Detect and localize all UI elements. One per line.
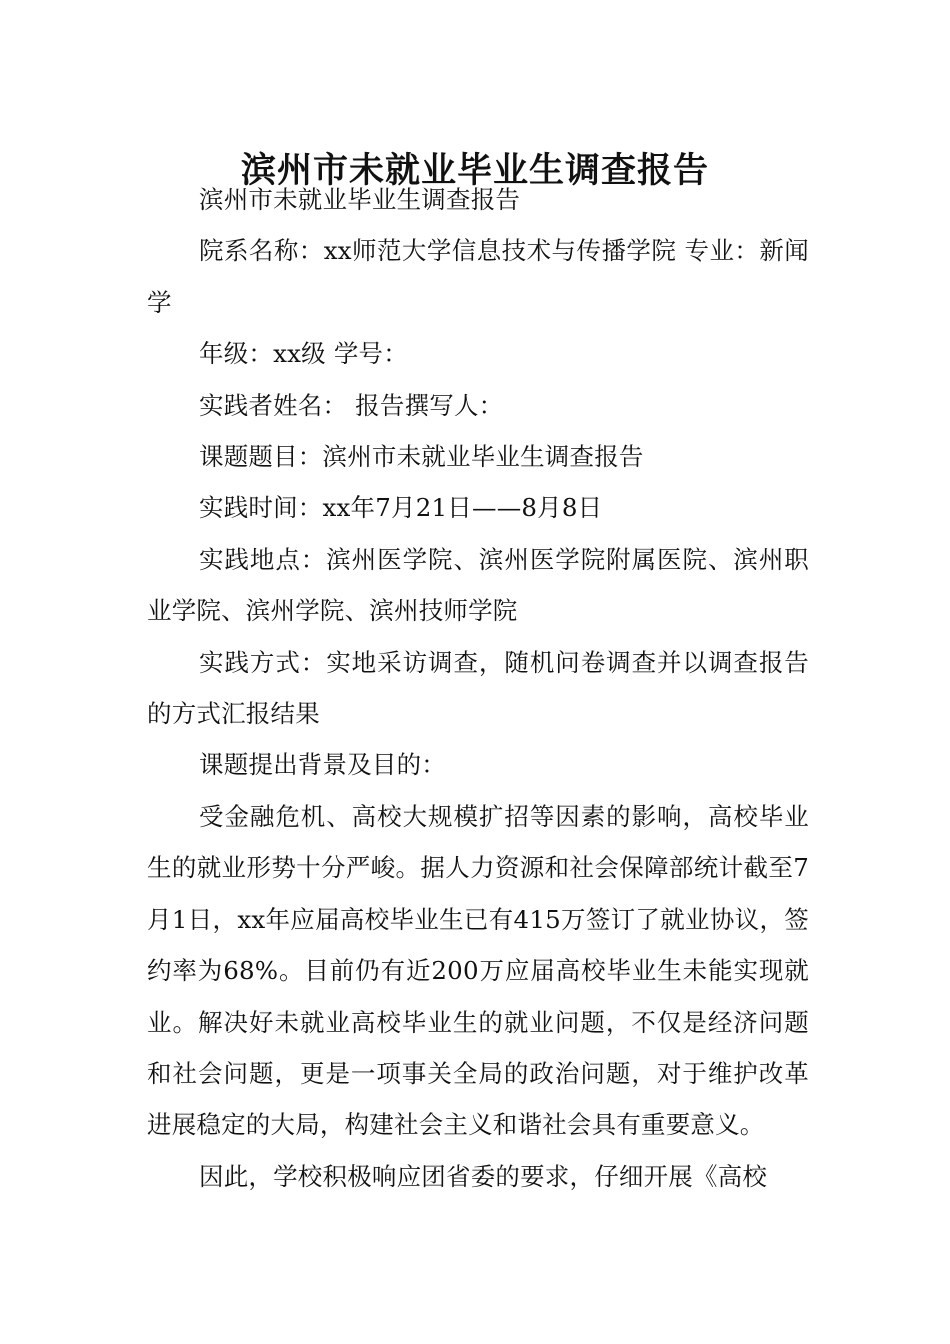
practice-method-paragraph: 实践方式：实地采访调查，随机问卷调查并以调查报告的方式汇报结果 — [147, 647, 809, 729]
practitioner-author-paragraph: 实践者姓名： 报告撰写人： — [199, 390, 504, 420]
subtitle-paragraph: 滨州市未就业毕业生调查报告 — [199, 185, 521, 214]
document-title: 滨州市未就业毕业生调查报告 — [240, 151, 709, 192]
grade-student-id-paragraph: 年级：xx级 学号： — [199, 339, 408, 369]
practice-time-paragraph: 实践时间：xx年7月21日——8月8日 — [199, 493, 603, 523]
document-body — [147, 174, 809, 1202]
background-paragraph: 受金融危机、高校大规模扩招等因素的影响，高校毕业生的就业形势十分严峻。据人力资源和社会保障部统计截至7月1日，xx年应届高校毕业生已有415万签订了就业协议，签约率为68%。目前仍有近200万应届高校毕业生未能实现就业。解决好未就业高校毕业生的就业问题，不仅是经济问题和社会问题，更是一项事关全局的政治问题，对于维护改革进展稳定的大局，构建社会主义和谐社会具有重要意义。 — [147, 801, 809, 1140]
background-purpose-heading: 课题提出背景及目的： — [199, 750, 446, 780]
department-major-paragraph: 院系名称：xx师范大学信息技术与传播学院 专业：新闻学 — [147, 236, 809, 317]
topic-title-paragraph: 课题题目：滨州市未就业毕业生调查报告 — [199, 442, 644, 472]
continuation-paragraph: 因此，学校积极响应团省委的要求，仔细开展《高校 — [199, 1161, 768, 1191]
practice-location-paragraph: 实践地点：滨州医学院、滨州医学院附属医院、滨州职业学院、滨州学院、滨州技师学院 — [147, 544, 809, 626]
